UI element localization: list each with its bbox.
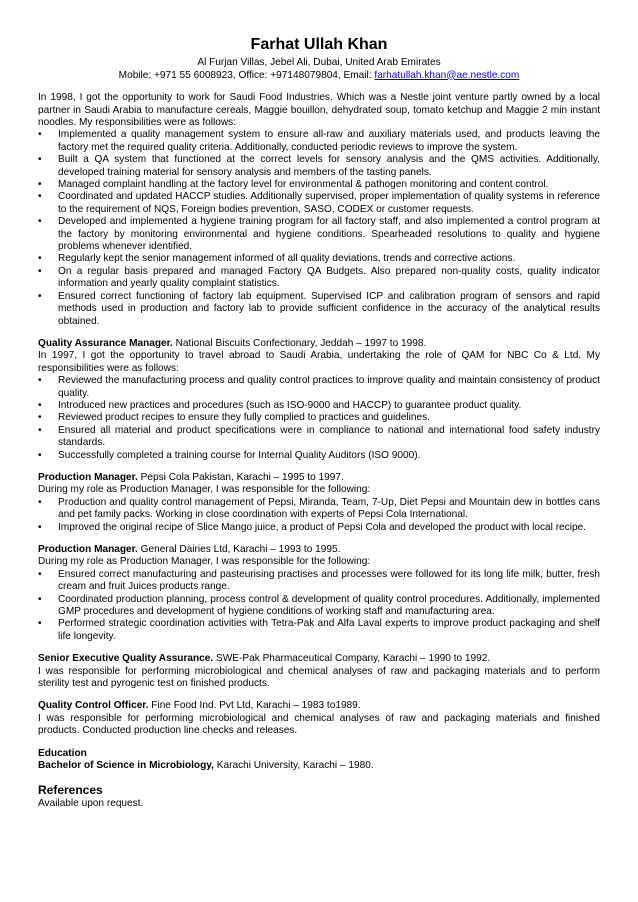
nbc-section bbox=[38, 338, 600, 462]
bullet-icon: • bbox=[38, 449, 42, 461]
fine-text: I was responsible for performing microbiological and chemical analyses of raw and packaging materials and finished products. Conducted production line checks and releases. bbox=[38, 712, 600, 737]
dairies-section bbox=[38, 544, 600, 643]
education-line bbox=[38, 760, 600, 772]
bullet-item bbox=[38, 400, 600, 412]
pepsi-section bbox=[38, 472, 600, 534]
bullet-icon: • bbox=[38, 412, 42, 424]
bullet-icon: • bbox=[38, 496, 42, 508]
bullet-item bbox=[38, 618, 600, 643]
bullet-icon: • bbox=[38, 424, 42, 436]
dairies-bullets bbox=[38, 569, 600, 643]
bullet-icon: • bbox=[38, 154, 42, 166]
job-title: Production Manager. bbox=[38, 471, 138, 483]
fine-section bbox=[38, 700, 600, 737]
bullet-icon: • bbox=[38, 375, 42, 387]
nbc-heading bbox=[38, 338, 600, 350]
bullet-text: Performed strategic coordination activities with Tetra-Pak and Alfa Laval experts to improve product packaging and shelf life longevity. bbox=[58, 618, 600, 642]
bullet-text: Ensured correct functioning of factory lab equipment. Supervised ICP and calibration program of sensors and rapid methods used in production and factory lab to provide sufficient confidence in the accuracy of the analytical results obtained. bbox=[58, 290, 600, 327]
school: Karachi University, Karachi – 1980. bbox=[213, 760, 374, 772]
job-org: General Dairies Ltd, Karachi – 1993 to 1995. bbox=[137, 544, 341, 555]
bullet-icon: • bbox=[38, 191, 42, 203]
bullet-text: Coordinated and updated HACCP studies. Additionally supervised, proper implementation of quality systems in reference to the requirement of NQS, Foreign bodies prevention, SASO, CODEX or customer requests. bbox=[58, 191, 600, 215]
bullet-item bbox=[38, 497, 600, 522]
bullet-item bbox=[38, 291, 600, 328]
job-title: Production Manager. bbox=[38, 544, 138, 555]
job-org: SWE-Pak Pharmaceutical Company, Karachi – 1990 to 1992. bbox=[213, 653, 491, 665]
bullet-text: Successfully completed a training course for Internal Quality Auditors (ISO 9000). bbox=[58, 449, 421, 461]
bullet-text: Reviewed the manufacturing process and quality control practices to improve quality and maintain consistency of product quality. bbox=[58, 375, 600, 399]
address: Al Furjan Villas, Jebel Ali, Dubai, United Arab Emirates bbox=[197, 57, 441, 68]
nestle-bullets bbox=[38, 129, 600, 328]
contact-phones: Mobile: +971 55 6008923, Office: +97148079804, Email: bbox=[118, 69, 375, 81]
pepsi-heading bbox=[38, 472, 600, 484]
nbc-bullets bbox=[38, 375, 600, 462]
job-org: Pepsi Cola Pakistan, Karachi – 1995 to 1997. bbox=[137, 471, 344, 483]
pepsi-intro: During my role as Production Manager, I was responsible for the following: bbox=[38, 484, 371, 496]
bullet-icon: • bbox=[38, 129, 42, 141]
bullet-text: Developed and implemented a hygiene training program for all factory staff, and also implemented a control program at the factory by monitoring environmental and hygiene conditions. Spearheaded resolutions to quality and hygiene problems whenever identified. bbox=[58, 216, 600, 253]
bullet-item bbox=[38, 216, 600, 253]
bullet-item bbox=[38, 594, 600, 619]
bullet-item bbox=[38, 179, 600, 191]
bullet-item bbox=[38, 450, 600, 462]
bullet-icon: • bbox=[38, 216, 42, 228]
swe-text: I was responsible for performing microbiological and chemical analyses of raw and packaging materials and to perform sterility test and pyrogenic test on finished products. bbox=[38, 665, 600, 690]
job-title: Senior Executive Quality Assurance. bbox=[38, 653, 214, 665]
bullet-icon: • bbox=[38, 290, 42, 302]
resume-name: Farhat Ullah Khan bbox=[250, 36, 388, 53]
pepsi-bullets bbox=[38, 497, 600, 534]
swe-heading bbox=[38, 653, 600, 665]
bullet-icon: • bbox=[38, 593, 42, 605]
bullet-text: Implemented a quality management system to ensure all-raw and auxiliary materials used, and products leaving the factory met the required quality criteria. Additionally, conducted periodic reviews to improve the system. bbox=[58, 129, 600, 153]
bullet-item bbox=[38, 425, 600, 450]
bullet-icon: • bbox=[38, 253, 42, 265]
fine-heading bbox=[38, 700, 600, 712]
bullet-icon: • bbox=[38, 568, 42, 580]
job-title: Quality Assurance Manager. bbox=[38, 337, 173, 349]
bullet-item bbox=[38, 522, 600, 534]
bullet-item bbox=[38, 266, 600, 291]
bullet-text: Production and quality control management of Pepsi, Miranda, Team, 7-Up, Diet Pepsi and Mountain dew in bottles cans and pet family packs. Working in close coordination with experts of Pepsi Cola International. bbox=[58, 496, 600, 521]
swe-section bbox=[38, 653, 600, 690]
job-org: Fine Food Ind. Pvt Ltd, Karachi – 1983 to1989. bbox=[148, 700, 361, 712]
bullet-text: Introduced new practices and procedures (such as ISO-9000 and HACCP) to guarantee product quality. bbox=[58, 399, 522, 411]
education-heading: Education bbox=[38, 747, 87, 759]
bullet-item bbox=[38, 253, 600, 265]
bullet-item bbox=[38, 191, 600, 216]
bullet-item bbox=[38, 412, 600, 424]
references-text: Available upon request. bbox=[38, 797, 144, 809]
contact-line bbox=[38, 70, 600, 83]
job-org: National Biscuits Confectionary, Jeddah – 1997 to 1998. bbox=[172, 337, 427, 349]
email-link[interactable]: farhatullah.khan@ae.nestle.com bbox=[374, 69, 520, 81]
bullet-item bbox=[38, 375, 600, 400]
nestle-intro: In 1998, I got the opportunity to work for Saudi Food Industries. Which was a Nestle joint venture partly owned by a local partner in Saudi Arabia to manufacture cereals, Maggie bouillon, dehydrated soup, tomato ketchup and Maggie 2 min instant noodles. My responsibilities were as follows: bbox=[38, 92, 600, 128]
bullet-icon: • bbox=[38, 179, 42, 191]
bullet-item bbox=[38, 154, 600, 179]
bullet-icon: • bbox=[38, 618, 42, 630]
bullet-item bbox=[38, 569, 600, 594]
bullet-icon: • bbox=[38, 521, 42, 533]
bullet-text: Coordinated production planning, process control & development of quality control procedures. Additionally, implemented GMP procedures and development of hygiene conditions of working staff and manufacturing area. bbox=[58, 593, 600, 618]
dairies-heading bbox=[38, 544, 600, 556]
bullet-text: Improved the original recipe of Slice Mango juice, a product of Pepsi Cola and developed the product with local recipe. bbox=[58, 521, 586, 533]
job-title: Quality Control Officer. bbox=[38, 700, 149, 712]
degree: Bachelor of Science in Microbiology, bbox=[38, 760, 214, 772]
resume-page bbox=[38, 36, 600, 810]
bullet-icon: • bbox=[38, 265, 42, 277]
bullet-text: Ensured all material and product specifications were in compliance to national and international food safety industry standards. bbox=[58, 424, 600, 449]
bullet-text: On a regular basis prepared and managed Factory QA Budgets. Also prepared non-quality costs, quality indicator information and yearly quality complaint statistics. bbox=[58, 265, 600, 290]
bullet-text: Managed complaint handling at the factory level for environmental & pathogen monitoring and content control. bbox=[58, 179, 549, 191]
nbc-intro: In 1997, I got the opportunity to travel abroad to Saudi Arabia, undertaking the role of QAM for NBC Co & Ltd. My responsibilities were as follows: bbox=[38, 350, 600, 374]
bullet-item bbox=[38, 129, 600, 154]
bullet-text: Ensured correct manufacturing and pasteurising practises and processes were followed for its long life milk, butter, fresh cream and fruit Juices products range. bbox=[58, 568, 600, 593]
bullet-icon: • bbox=[38, 399, 42, 411]
bullet-text: Reviewed product recipes to ensure they fully complied to practices and guidelines. bbox=[58, 412, 430, 424]
references-heading: References bbox=[38, 782, 103, 797]
bullet-text: Regularly kept the senior management informed of all quality deviations, trends and corrective actions. bbox=[58, 253, 516, 265]
dairies-intro: During my role as Production Manager, I was responsible for the following: bbox=[38, 556, 371, 568]
bullet-text: Built a QA system that functioned at the correct levels for sensory analysis and the QMS activities. Additionally, developed training material for sensory analysis and members of the tasting panels. bbox=[58, 154, 600, 178]
